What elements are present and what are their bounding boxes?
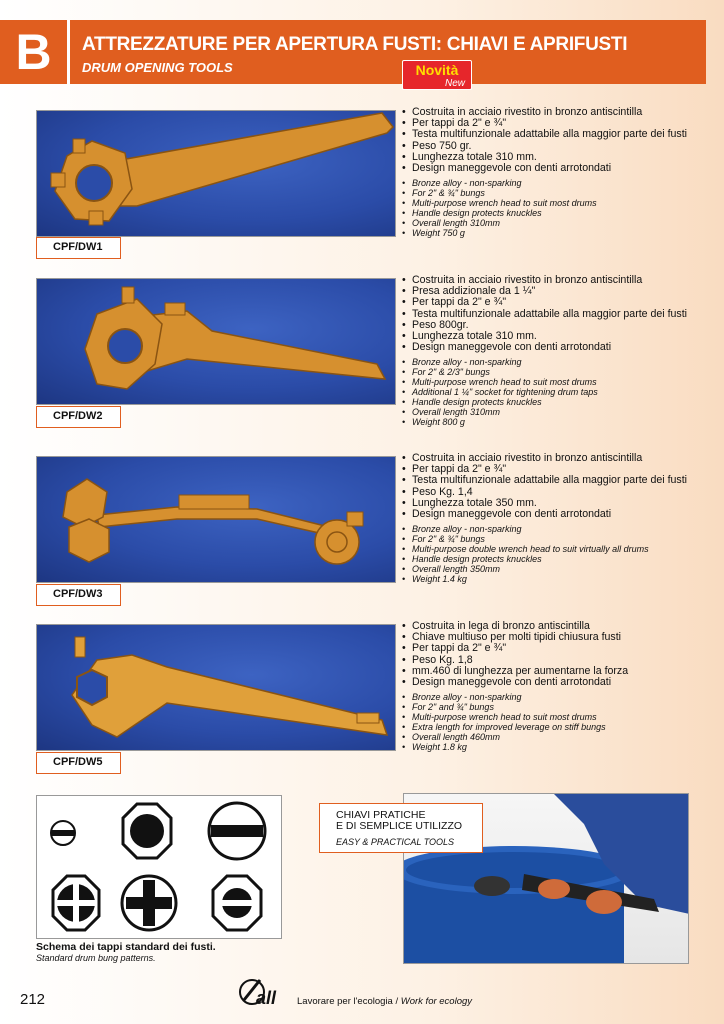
features-it-list [402, 621, 702, 688]
feature-it: • Costruita in acciaio rivestito in bronzo antiscintilla [402, 453, 702, 464]
feature-en: • For 2" and ¾" bungs [402, 702, 702, 712]
fall-logo-icon [238, 974, 294, 1010]
feature-it: • Peso 800gr. [402, 320, 702, 331]
bung-caption-en: Standard drum bung patterns. [36, 953, 156, 963]
features-en-list [402, 357, 702, 427]
easy-label-it-line1: CHIAVI PRATICHE [336, 809, 426, 821]
easy-practical-label [319, 803, 483, 853]
product-photo [36, 456, 396, 583]
feature-it: • Per tappi da 2" e ¾" [402, 118, 702, 129]
product-specs [402, 621, 702, 752]
feature-en: • Multi-purpose wrench head to suit most drums [402, 712, 702, 722]
section-header [0, 20, 706, 84]
bung-cross-slots-icon [53, 876, 99, 930]
feature-it: • Peso Kg. 1,4 [402, 487, 702, 498]
bung-bar-icon [209, 803, 265, 859]
bung-split-icon [213, 876, 261, 930]
feature-en: • Bronze alloy - non-sparking [402, 524, 702, 534]
product-specs [402, 275, 702, 427]
feature-en: • Multi-purpose wrench head to suit most drums [402, 198, 702, 208]
feature-it: • Testa multifunzionale adattabile alla maggior parte dei fusti [402, 309, 702, 320]
feature-en: • For 2" & 2/3" bungs [402, 367, 702, 377]
feature-it: • Lunghezza totale 310 mm. [402, 331, 702, 342]
feature-it: • Costruita in acciaio rivestito in bronzo antiscintilla [402, 275, 702, 286]
new-badge-it: Novità [415, 62, 459, 78]
feature-en: • Bronze alloy - non-sparking [402, 357, 702, 367]
product-code: CPF/DW5 [36, 752, 121, 774]
product-specs [402, 453, 702, 584]
feature-en: • For 2" & ¾" bungs [402, 534, 702, 544]
product-specs [402, 107, 702, 238]
product-photo [36, 110, 396, 237]
footer-slogan-en: Work for ecology [400, 996, 473, 1007]
feature-it: • Per tappi da 2" e ¾" [402, 643, 702, 654]
feature-en: • Overall length 310mm [402, 218, 702, 228]
features-en-list [402, 692, 702, 752]
easy-label-it-line2: E DI SEMPLICE UTILIZZO [336, 820, 463, 832]
feature-en: • Weight 1.8 kg [402, 742, 702, 752]
feature-en: • Weight 750 g [402, 228, 702, 238]
features-it-list [402, 453, 702, 520]
feature-it: • Peso 750 gr. [402, 141, 702, 152]
footer-slogan [297, 996, 472, 1007]
feature-en: • Additional 1 ¼" socket for tightening drum taps [402, 387, 702, 397]
bung-patterns-panel [36, 795, 282, 939]
feature-en: • Multi-purpose wrench head to suit most drums [402, 377, 702, 387]
product-code: CPF/DW1 [36, 237, 121, 259]
feature-it: • Costruita in lega di bronzo antiscintilla [402, 621, 702, 632]
product-code: CPF/DW2 [36, 406, 121, 428]
new-badge [402, 60, 472, 90]
easy-label-en: EASY & PRACTICAL TOOLS [336, 837, 455, 847]
wrench-icon [37, 625, 397, 752]
feature-en: • Bronze alloy - non-sparking [402, 178, 702, 188]
feature-en: • Handle design protects knuckles [402, 554, 702, 564]
features-it-list [402, 275, 702, 353]
feature-it: • Lunghezza totale 350 mm. [402, 498, 702, 509]
feature-it: • Design maneggevole con denti arrotondati [402, 677, 702, 688]
features-it-list [402, 107, 702, 174]
brand-logo [238, 974, 294, 1015]
feature-en: • Weight 800 g [402, 417, 702, 427]
feature-it: • Testa multifunzionale adattabile alla maggior parte dei fusti [402, 475, 702, 486]
features-en-list [402, 178, 702, 238]
feature-en: • Bronze alloy - non-sparking [402, 692, 702, 702]
feature-en: • Multi-purpose double wrench head to suit virtually all drums [402, 544, 702, 554]
feature-it: • Design maneggevole con denti arrotondati [402, 509, 702, 520]
feature-en: • Overall length 310mm [402, 407, 702, 417]
feature-en: • Handle design protects knuckles [402, 208, 702, 218]
footer-slogan-it: Lavorare per l'ecologia / [297, 996, 401, 1007]
new-badge-en: New [444, 78, 465, 89]
feature-en: • For 2" & ¾" bungs [402, 188, 702, 198]
feature-it: • Presa addizionale da 1 ¼" [402, 286, 702, 297]
feature-it: • Per tappi da 2" e ¾" [402, 297, 702, 308]
bung-caption-it: Schema dei tappi standard dei fusti. [36, 941, 216, 953]
feature-it: • mm.460 di lunghezza per aumentarne la forza [402, 666, 702, 677]
feature-it: • Lunghezza totale 310 mm. [402, 152, 702, 163]
bung-patterns-icon [37, 796, 283, 940]
product-photo [36, 624, 396, 751]
feature-en: • Overall length 350mm [402, 564, 702, 574]
page-number: 212 [20, 991, 46, 1008]
feature-it: • Peso Kg. 1,8 [402, 655, 702, 666]
feature-en: • Weight 1.4 kg [402, 574, 702, 584]
wrench-icon [37, 111, 397, 238]
bung-plus-icon [122, 876, 176, 930]
bung-slot-icon [51, 821, 75, 845]
svg-text:all: all [256, 988, 277, 1008]
feature-it: • Chiave multiuso per molti tipidi chiusura fusti [402, 632, 702, 643]
feature-en: • Handle design protects knuckles [402, 397, 702, 407]
page-title: ATTREZZATURE PER APERTURA FUSTI: CHIAVI E APRIFUSTI [82, 34, 628, 55]
feature-it: • Costruita in acciaio rivestito in bronzo antiscintilla [402, 107, 702, 118]
feature-en: • Overall length 460mm [402, 732, 702, 742]
bung-caption [36, 941, 216, 963]
bung-octagon-dot-icon [123, 804, 171, 858]
section-letter: B [0, 20, 70, 84]
feature-it: • Design maneggevole con denti arrotondati [402, 163, 702, 174]
feature-en: • Extra length for improved leverage on stiff bungs [402, 722, 702, 732]
features-en-list [402, 524, 702, 584]
wrench-icon [37, 457, 397, 584]
product-code: CPF/DW3 [36, 584, 121, 606]
feature-it: • Per tappi da 2" e ¾" [402, 464, 702, 475]
page-subtitle: DRUM OPENING TOOLS [82, 60, 233, 75]
feature-it: • Testa multifunzionale adattabile alla maggior parte dei fusti [402, 129, 702, 140]
product-photo [36, 278, 396, 405]
feature-it: • Design maneggevole con denti arrotondati [402, 342, 702, 353]
wrench-icon [37, 279, 397, 406]
